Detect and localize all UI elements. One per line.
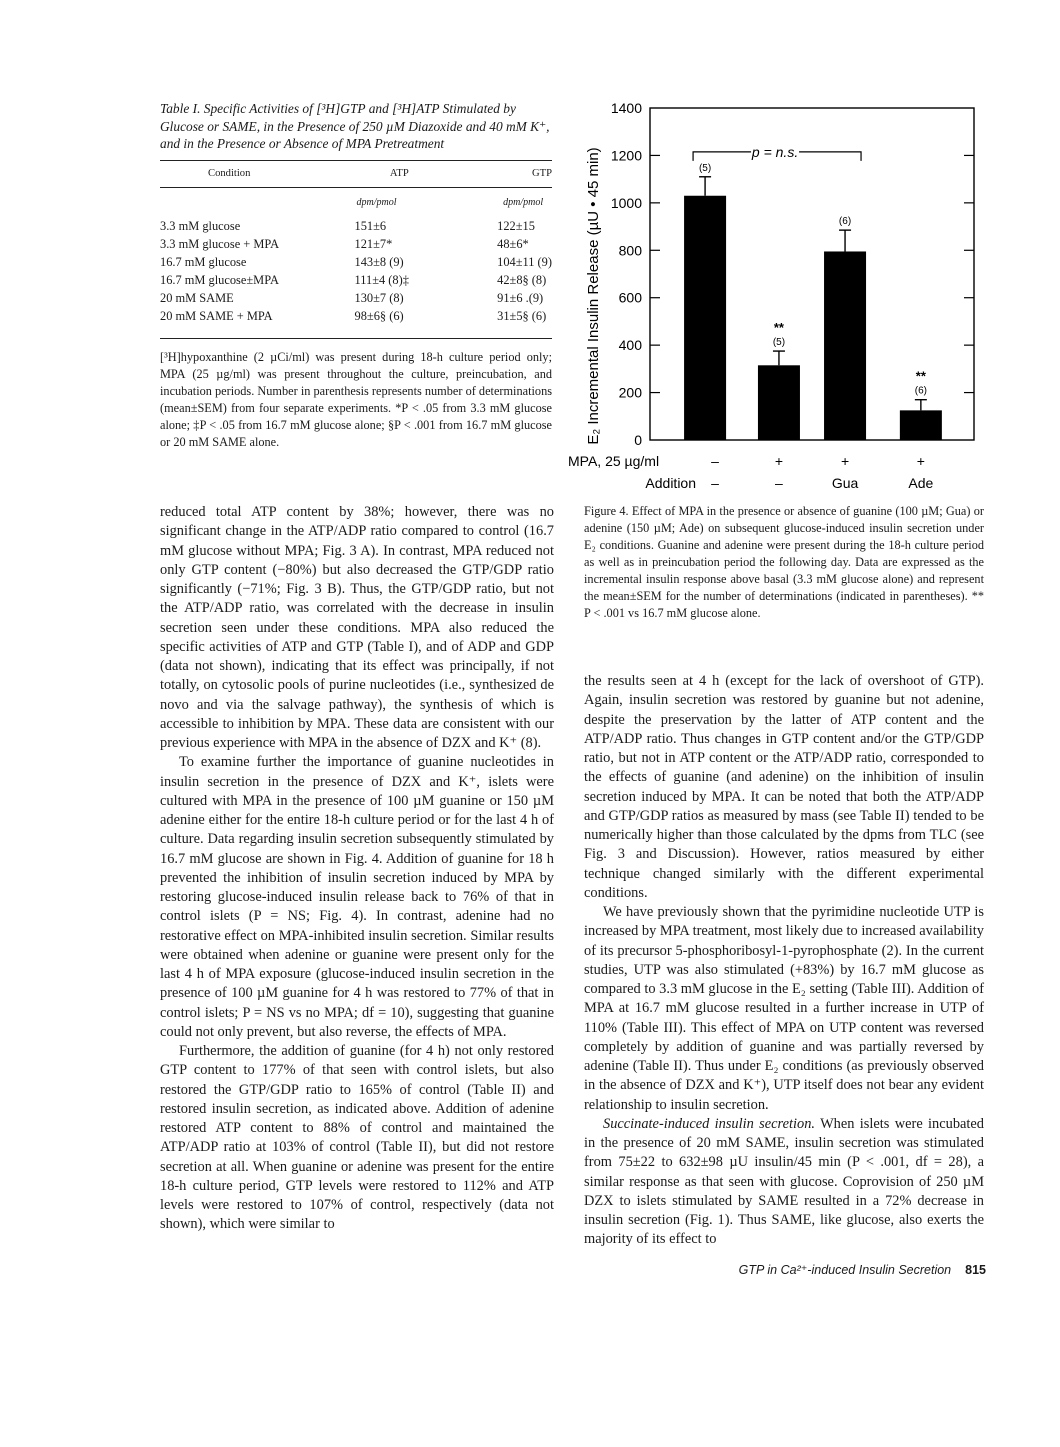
table-units-row <box>160 188 552 218</box>
paragraph: We have previously shown that the pyrimidine nucleotide UTP is increased by MPA treatment, most likely due to increased availability of its precursor 5-phosphoribosyl-1-pyrophosphate (2). In the current studies, UTP was also stimulated (+83%) by 16.7 mM glucose as compared to 3.3 mM glucose in the E₂ setting (Table III). Addition of MPA at 16.7 mM glucose resulted in a further increase in UTP of 110% (Table III). This effect of MPA on UTP content was reversed completely by addition of guanine and was partially reversed by adenine (Table II). Thus under E₂ conditions (as previously observed in the absence of DZX and K⁺), UTP itself does not bear any evident relationship to insulin secretion. <box>584 904 984 1113</box>
unit-atp: dpm/pmol <box>356 197 397 208</box>
mpa-cell: + <box>774 453 784 469</box>
table-row <box>160 272 552 290</box>
table-body <box>160 188 552 326</box>
figure-4 <box>566 96 986 496</box>
figure-4-chart <box>566 96 986 496</box>
cell-atp: 151±6 <box>354 219 387 233</box>
cell-gtp: 42±8§ (8) <box>497 273 547 287</box>
figure-caption: Figure 4. Effect of MPA in the presence or absence of guanine (100 µM; Gua) or adenine (150 µM; Ade) on subsequent glucose-induced insulin secretion under E₂ conditions. Guanine and adenine were present during the 18-h culture period as well as in preincubation period the following day. Data are expressed as the incremental insulin response above basal (3.3 mM glucose alone) and represent the mean±SEM for the number of determinations (indicated in parentheses). ** P < .001 vs 16.7 mM glucose alone. <box>584 504 984 620</box>
y-tick-label: 1400 <box>610 100 642 116</box>
table-bottom-rule <box>160 338 552 339</box>
n-label: (6) <box>914 385 927 397</box>
cell-atp: 98±6§ (6) <box>354 309 404 323</box>
significance-marker: ** <box>773 320 785 336</box>
cell-atp: 130±7 (8) <box>354 291 404 305</box>
bracket-right <box>799 152 861 161</box>
page-number: 815 <box>965 1263 986 1277</box>
table-row <box>160 218 552 236</box>
table-header-row <box>160 161 552 187</box>
table-row <box>160 236 552 254</box>
table-row <box>160 308 552 326</box>
y-axis-label: E₂ Incremental Insulin Release (µU • 45 min) <box>585 147 602 445</box>
unit-gtp: dpm/pmol <box>503 197 544 208</box>
y-tick-label: 600 <box>618 289 642 306</box>
bar <box>900 410 942 440</box>
n-label: (5) <box>698 162 712 174</box>
mpa-cell: + <box>840 453 850 469</box>
mpa-cell: + <box>916 453 925 469</box>
cell-atp: 121±7* <box>354 237 393 251</box>
n-label: (6) <box>838 216 852 228</box>
table-caption: Table I. Specific Activities of [³H]GTP and [³H]ATP Stimulated by Glucose or SAME, in the Presence of 250 µM Diazoxide and 40 mM K⁺, and in the Presence or Absence of MPA Pretreatment <box>160 101 550 151</box>
cell-condition: 20 mM SAME + MPA <box>160 309 273 323</box>
table-row <box>160 254 552 272</box>
mpa-cell: – <box>711 453 719 469</box>
cell-gtp: 48±6* <box>497 237 529 251</box>
y-tick-label: 1000 <box>610 194 642 211</box>
addition-cell: Gua <box>831 475 859 491</box>
col-header-atp: ATP <box>389 168 409 179</box>
running-footer <box>676 1262 986 1277</box>
bar <box>758 365 800 440</box>
running-title: GTP in Ca²⁺-induced Insulin Secretion <box>738 1263 952 1277</box>
table-grid <box>160 161 552 187</box>
paragraph: the results seen at 4 h (except for the lack of overshoot of GTP). Again, insulin secretion was restored by guanine but not adenine, despite the preservation by the latter of ATP content and the ATP/ADP ratio. Thus changes in GTP content and/or the GTP/GDP ratio, but not in ATP content or the ATP/ADP ratio, corresponded to the effects of guanine (and adenine) on the inhibition of insulin secretion induced by MPA. It can be noted that both the ATP/ADP and GTP/GDP ratios as measured by mass (see Table II) tended to be numerically higher than those calculated by the dpms from TLC (see Fig. 3 and Discussion). However, ratios measured by either technique changed similarly with the different experimental conditions. <box>584 673 984 901</box>
addition-cell: – <box>775 475 783 491</box>
right-text-column <box>584 672 984 1250</box>
row-label-addition: Addition <box>645 475 696 491</box>
cell-gtp: 31±5§ (6) <box>497 309 547 323</box>
paragraph: Furthermore, the addition of guanine (for 4 h) not only restored GTP content to 177% of that seen with control islets, but also restored the GTP/GDP ratio to 165% of control (Table II) and restored insulin secretion, as indicated above. Addition of adenine restored ATP content to 88% of control and maintained the ATP/ADP ratio at 103% of control (Table II), but did not restore secretion at all. When guanine or adenine was present for the entire 18-h culture period, GTP levels were restored to 112% and ATP levels were restored to 107% of control, respectively (data not shown), which were similar to <box>160 1043 554 1233</box>
col-header-condition: Condition <box>208 168 251 179</box>
cell-condition: 16.7 mM glucose <box>160 255 247 269</box>
succinate-paragraph <box>584 1115 984 1250</box>
table-footnote: [³H]hypoxanthine (2 µCi/ml) was present during 18-h culture period only; MPA (25 µg/ml) was present throughout the culture, preincubation, and incubation periods. Number in parenthesis represents number of determinations (mean±SEM) from four separate experiments. *P < .05 from 3.3 mM glucose alone; ‡P < .05 from 16.7 mM glucose alone; §P < .001 from 16.7 mM glucose or 20 mM SAME alone. <box>160 349 552 449</box>
cell-condition: 20 mM SAME <box>160 291 234 305</box>
left-text-column <box>160 503 554 1235</box>
table-1 <box>160 100 552 451</box>
n-label: (5) <box>772 337 786 349</box>
cell-atp: 143±8 (9) <box>354 255 404 269</box>
col-header-gtp: GTP <box>531 168 552 179</box>
cell-condition: 3.3 mM glucose <box>160 219 241 233</box>
paragraph: To examine further the importance of guanine nucleotides in insulin secretion in the presence of DZX and K⁺, islets were cultured with MPA in the presence of 100 µM guanine or 150 µM adenine either for the entire 18-h culture period or for the last 4 h of culture. Data regarding insulin secretion subsequently stimulated by 16.7 mM glucose are shown in Fig. 4. Addition of guanine for 18 h prevented the inhibition of insulin secretion induced by MPA by restoring glucose-induced insulin release back to 76% of that in control islets (P = NS; Fig. 4). In contrast, adenine had no restorative effect on MPA-inhibited insulin secretion. Similar results were obtained when adenine or guanine were present only for the last 4 h of MPA exposure (glucose-induced insulin secretion in the presence of 100 µM guanine for 4 h was restored to 77% of that in control islets; P = NS vs no MPA; df = 10), suggesting that guanine could not only prevent, but also reverse, the effects of MPA. <box>160 754 554 1040</box>
y-tick-label: 400 <box>618 337 642 354</box>
paragraph: reduced total ATP content by 38%; however, there was no significant change in the ATP/ADP ratio compared to control (16.7 mM glucose without MPA; Fig. 3 A). In contrast, MPA reduced not only GTP content (−80%) but also decreased the GTP/GDP ratio significantly (−71%; Fig. 3 B). Thus, the GTP/GDP ratio, but not the ATP/ADP ratio, was correlated with the decrease in insulin secretion seen under these conditions. MPA also reduced the specific activities of ATP and GTP (Table I), and of ADP and GDP (data not shown), indicating that its effect was principally, if not totally, on cytosolic pools of purine nucleotides (i.e., synthesized de novo and via the salvage pathway), the synthesis of which is accessible to inhibition by MPA. These data are consistent with our previous experience with MPA in the absence of DZX and K⁺ (8). <box>160 504 554 751</box>
cell-gtp: 91±6 .(9) <box>497 291 544 305</box>
cell-condition: 16.7 mM glucose±MPA <box>160 273 279 287</box>
bar <box>824 251 866 440</box>
addition-cell: Ade <box>908 475 934 491</box>
y-tick-label: 1200 <box>610 147 642 164</box>
significance-marker: ** <box>915 368 926 384</box>
y-tick-label: 0 <box>634 432 642 448</box>
addition-cell: – <box>711 475 719 491</box>
cell-gtp: 104±11 (9) <box>497 255 552 269</box>
section-heading: Succinate-induced insulin secretion. <box>603 1115 815 1132</box>
y-tick-label: 800 <box>618 242 642 259</box>
row-label-mpa: MPA, 25 µg/ml <box>568 453 660 469</box>
table-row <box>160 290 552 308</box>
cell-condition: 3.3 mM glucose + MPA <box>160 237 280 251</box>
cell-gtp: 122±15 <box>497 219 535 233</box>
bracket-left <box>693 152 751 161</box>
bar <box>684 196 726 440</box>
bracket-label: p = n.s. <box>751 143 799 160</box>
section-text: When islets were incubated in the presence of 20 mM SAME, insulin secretion was stimulated from 75±22 to 632±98 µU insulin/45 min (P < .001, df = 28), a similar response as that seen with glucose. Coprovision of 250 µM DZX to islets stimulated by SAME resulted in a 72% decrease in insulin secretion (Fig. 1). Thus SAME, like glucose, also exerts the majority of its effect to <box>584 1115 984 1248</box>
cell-atp: 111±4 (8)‡ <box>354 273 409 287</box>
y-tick-label: 200 <box>618 384 642 401</box>
